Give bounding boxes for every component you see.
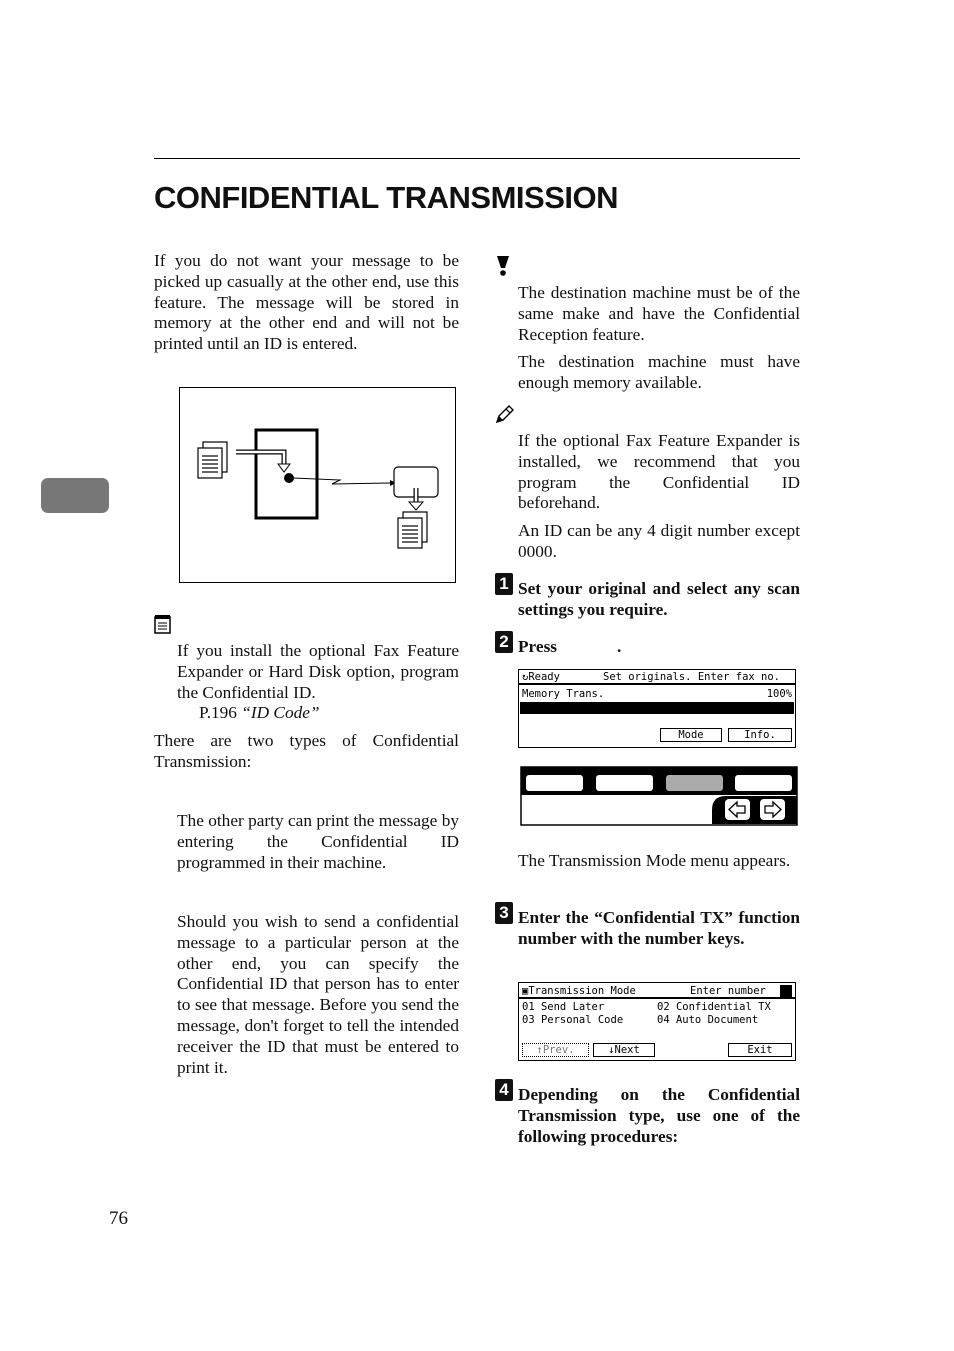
- chapter-tab: [41, 478, 109, 513]
- prev-button[interactable]: ↑Prev.: [522, 1043, 589, 1057]
- lcd-divider: [519, 684, 795, 685]
- info-button[interactable]: Info.: [728, 728, 792, 742]
- lcd-screen-initial: [518, 669, 796, 748]
- top-rule: [154, 158, 800, 159]
- function-key-panel: [520, 766, 798, 826]
- intro-paragraph: If you do not want your message to be picked up casually at the other end, use this feature. The message will be stored in memory at the other end and will not be printed until an ID is entered.: [154, 251, 459, 354]
- lcd-prompt: Set originals. Enter fax no.: [603, 671, 781, 683]
- confidential-diagram: [179, 387, 456, 583]
- step-2-suffix: .: [617, 637, 622, 656]
- lcd-screen-transmission-mode: [518, 982, 796, 1061]
- lcd-divider: [519, 998, 795, 999]
- lcd-status: Ready: [528, 671, 560, 683]
- step-1-text: Set your original and select any scan settings you require.: [518, 579, 800, 619]
- fax-icon: ⌧: [522, 714, 529, 726]
- note-ref-title: “ID Code”: [241, 703, 320, 722]
- step-2-text: Press: [518, 637, 558, 656]
- function-key-4[interactable]: [735, 775, 792, 791]
- function-key-3[interactable]: [666, 775, 723, 791]
- note-item-1: If the optional Fax Feature Expander is installed, we recommend that you program the Confidential ID beforehand.: [518, 431, 800, 513]
- status-icon: ↻: [522, 671, 529, 683]
- important-icon: [494, 255, 512, 277]
- page-title: CONFIDENTIAL TRANSMISSION: [154, 180, 618, 215]
- step-2-number: 2: [495, 631, 513, 653]
- lcd-percent: 100%: [766, 688, 792, 700]
- types-intro: There are two types of Confidential Transmission:: [154, 731, 459, 771]
- lcd-dest-label: Dest:: [704, 726, 736, 738]
- pencil-icon: [494, 405, 514, 425]
- note-icon: [154, 614, 172, 634]
- note-item-2: An ID can be any 4 digit number except 0000.: [518, 521, 800, 561]
- step-4-number: 4: [495, 1079, 513, 1101]
- function-key-1[interactable]: [526, 775, 583, 791]
- type1-paragraph: The other party can print the message by entering the Confidential ID programmed in their machine.: [177, 811, 459, 872]
- type2-paragraph: Should you wish to send a confidential message to a particular person at the other end, you can specify the Confidential ID that person has to enter to see that message. Before you send the message, don't forget to tell the intended receiver the ID that must be entered to print it.: [177, 912, 459, 1077]
- mode-button[interactable]: Mode: [660, 728, 722, 742]
- cursor-block: [780, 985, 792, 997]
- next-button[interactable]: ↓Next: [593, 1043, 655, 1057]
- option-confidential-tx[interactable]: 02 Confidential TX: [657, 1001, 771, 1013]
- lcd-mode-line: Memory Trans.: [522, 688, 605, 700]
- important-item-1: The destination machine must be of the same make and have the Confidential Reception feature.: [518, 283, 800, 344]
- lcd-heading: Transmission Mode: [528, 985, 636, 997]
- option-send-later[interactable]: 01 Send Later: [522, 1001, 605, 1013]
- menu-icon: ▣: [522, 985, 529, 997]
- step-3-text: Enter the “Confidential TX” function number with the number keys.: [518, 908, 800, 948]
- function-key-2[interactable]: [596, 775, 653, 791]
- option-auto-document[interactable]: 04 Auto Document: [657, 1014, 759, 1026]
- note-ref-page: P.196: [199, 703, 237, 722]
- lcd-dest-value: 0: [752, 738, 759, 750]
- arrow-left-icon[interactable]: [725, 799, 750, 820]
- note-reference[interactable]: [177, 703, 459, 724]
- arrow-right-icon[interactable]: [760, 799, 785, 820]
- step-3-number: 3: [495, 902, 513, 924]
- step-2-result: The Transmission Mode menu appears.: [518, 851, 791, 870]
- page-number: 76: [109, 1208, 128, 1229]
- exit-button[interactable]: Exit: [728, 1043, 792, 1057]
- lcd-prompt-2: Enter number: [690, 985, 766, 997]
- step-1-number: 1: [495, 573, 513, 595]
- option-personal-code[interactable]: 03 Personal Code: [522, 1014, 624, 1026]
- important-item-2: The destination machine must have enough memory available.: [518, 352, 800, 392]
- step-4-text: Depending on the Confidential Transmission type, use one of the following procedures:: [518, 1085, 800, 1146]
- note-paragraph: If you install the optional Fax Feature Expander or Hard Disk option, program the Confidential ID.: [177, 641, 459, 702]
